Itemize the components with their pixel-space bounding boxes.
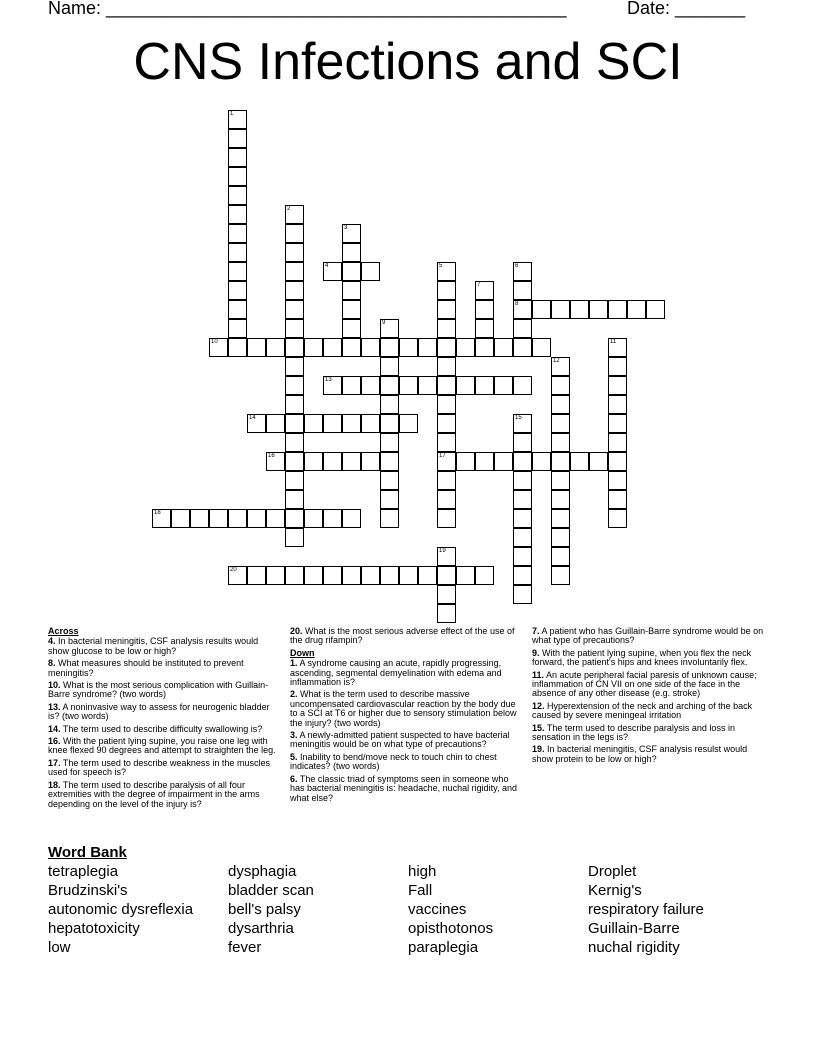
- crossword-cell[interactable]: [399, 414, 418, 433]
- word-bank-item: autonomic dysreflexia: [48, 901, 194, 918]
- clue-number: 20: [230, 567, 237, 573]
- crossword-cell[interactable]: [475, 319, 494, 338]
- word-bank-item: high: [408, 863, 437, 880]
- crossword-cell[interactable]: [380, 433, 399, 452]
- crossword-cell[interactable]: [228, 262, 247, 281]
- clue-item: [532, 745, 764, 764]
- crossword-cell[interactable]: [513, 262, 532, 281]
- crossword-cell[interactable]: [228, 319, 247, 338]
- crossword-cell[interactable]: [380, 471, 399, 490]
- crossword-cell[interactable]: [228, 110, 247, 129]
- clue-number-label: 15.: [532, 722, 545, 733]
- crossword-cell[interactable]: [266, 452, 285, 471]
- crossword-cell[interactable]: [589, 300, 608, 319]
- crossword-cell[interactable]: [285, 509, 304, 528]
- crossword-cell[interactable]: [304, 414, 323, 433]
- clue-number-label: 5.: [290, 751, 298, 762]
- clue-number: 13: [325, 377, 332, 383]
- clue-item: [532, 649, 764, 668]
- clue-text: What is the most serious adverse effect of the use of the drug rifampin?: [290, 626, 515, 646]
- clue-number: 2: [287, 206, 291, 212]
- word-bank-item: Brudzinski's: [48, 882, 128, 899]
- crossword-cell[interactable]: [209, 338, 228, 357]
- crossword-cell[interactable]: [570, 300, 589, 319]
- crossword-cell[interactable]: [437, 262, 456, 281]
- clues-column-3: [532, 627, 764, 767]
- crossword-cell[interactable]: [437, 414, 456, 433]
- clue-text: With the patient lying supine, you raise one leg with knee flexed 90 degrees and attempt to straighten the leg.: [48, 736, 276, 756]
- crossword-cell[interactable]: [399, 566, 418, 585]
- clue-number-label: 7.: [532, 626, 540, 636]
- crossword-cell[interactable]: [323, 414, 342, 433]
- word-bank-item: Fall: [408, 882, 433, 899]
- clue-number: 11: [610, 339, 617, 345]
- clue-item: [48, 781, 280, 809]
- crossword-cell[interactable]: [380, 414, 399, 433]
- clue-number-label: 19.: [532, 744, 545, 755]
- crossword-cell[interactable]: [399, 338, 418, 357]
- crossword-cell[interactable]: [418, 338, 437, 357]
- crossword-cell[interactable]: [304, 509, 323, 528]
- clue-number: 9: [382, 320, 386, 326]
- crossword-cell[interactable]: [608, 490, 627, 509]
- crossword-cell[interactable]: [266, 414, 285, 433]
- word-bank-item: dysphagia: [228, 863, 297, 880]
- crossword-cell[interactable]: [285, 300, 304, 319]
- crossword-cell[interactable]: [437, 471, 456, 490]
- crossword-cell[interactable]: [380, 357, 399, 376]
- clue-text: In bacterial meningitis, CSF analysis results would show glucose to be low or high?: [48, 636, 259, 656]
- crossword-cell[interactable]: [475, 566, 494, 585]
- crossword-cell[interactable]: [323, 566, 342, 585]
- crossword-cell[interactable]: [247, 414, 266, 433]
- crossword-cell[interactable]: [475, 376, 494, 395]
- crossword-cell[interactable]: [285, 262, 304, 281]
- crossword-cell[interactable]: [342, 319, 361, 338]
- crossword-cell[interactable]: [266, 509, 285, 528]
- clue-item: [290, 731, 522, 750]
- word-bank-column: [408, 862, 493, 957]
- crossword-cell[interactable]: [190, 509, 209, 528]
- word-bank-item: Droplet: [588, 863, 637, 880]
- crossword-cell[interactable]: [228, 148, 247, 167]
- clue-item: [290, 753, 522, 772]
- crossword-cell[interactable]: [475, 452, 494, 471]
- crossword-cell[interactable]: [551, 376, 570, 395]
- crossword-cell[interactable]: [418, 566, 437, 585]
- crossword-cell[interactable]: [513, 338, 532, 357]
- clue-text: The term used to describe paralysis and loss in sensation in the legs is?: [532, 722, 735, 743]
- crossword-cell[interactable]: [513, 528, 532, 547]
- clue-item: [48, 659, 280, 678]
- crossword-cell[interactable]: [228, 205, 247, 224]
- name-field-label: Name: ______________________________________________: [48, 0, 567, 18]
- clue-number-label: 2.: [290, 689, 298, 700]
- clue-text: In bacterial meningitis, CSF analysis resulst would show protein to be low or high?: [532, 744, 748, 764]
- crossword-cell[interactable]: [494, 338, 513, 357]
- word-bank-item: respiratory failure: [588, 901, 704, 918]
- crossword-cell[interactable]: [513, 300, 532, 319]
- crossword-cell[interactable]: [513, 471, 532, 490]
- crossword-cell[interactable]: [437, 566, 456, 585]
- crossword-cell[interactable]: [475, 281, 494, 300]
- crossword-cell[interactable]: [171, 509, 190, 528]
- crossword-cell[interactable]: [342, 566, 361, 585]
- crossword-cell[interactable]: [285, 414, 304, 433]
- word-bank-item: nuchal rigidity: [588, 939, 680, 956]
- crossword-cell[interactable]: [456, 566, 475, 585]
- crossword-cell[interactable]: [323, 452, 342, 471]
- clue-text: The term used to describe weakness in the muscles used for speech is?: [48, 757, 270, 778]
- crossword-cell[interactable]: [342, 262, 361, 281]
- crossword-cell[interactable]: [437, 376, 456, 395]
- crossword-cell[interactable]: [285, 224, 304, 243]
- crossword-cell[interactable]: [380, 395, 399, 414]
- crossword-cell[interactable]: [608, 433, 627, 452]
- crossword-cell[interactable]: [247, 566, 266, 585]
- clue-item: [290, 627, 522, 646]
- crossword-cell[interactable]: [228, 243, 247, 262]
- crossword-cell[interactable]: [513, 281, 532, 300]
- clue-text: What measures should be instituted to prevent meningitis?: [48, 658, 244, 678]
- word-bank-item: fever: [228, 939, 262, 956]
- crossword-cell[interactable]: [513, 566, 532, 585]
- clue-item: [48, 725, 280, 734]
- clue-number: 14: [249, 415, 256, 421]
- crossword-cell[interactable]: [323, 509, 342, 528]
- crossword-cell[interactable]: [608, 395, 627, 414]
- clue-number: 4: [325, 263, 329, 269]
- word-bank-item: hepatotoxicity: [48, 920, 140, 937]
- clue-number: 8: [515, 301, 519, 307]
- crossword-cell[interactable]: [399, 376, 418, 395]
- crossword-cell[interactable]: [323, 262, 342, 281]
- word-bank-title: Word Bank: [48, 844, 127, 861]
- crossword-cell[interactable]: [380, 566, 399, 585]
- clue-number: 18: [154, 510, 161, 516]
- clue-number-label: 9.: [532, 647, 540, 658]
- crossword-cell[interactable]: [437, 319, 456, 338]
- crossword-cell[interactable]: [285, 528, 304, 547]
- crossword-cell[interactable]: [494, 376, 513, 395]
- clue-text: The classic triad of symptoms seen in someone who has bacterial meningitis is: headache, nuchal rigidity, and what else?: [290, 773, 517, 803]
- crossword-cell[interactable]: [532, 338, 551, 357]
- crossword-cell[interactable]: [285, 566, 304, 585]
- crossword-cell[interactable]: [285, 471, 304, 490]
- crossword-cell[interactable]: [228, 167, 247, 186]
- word-bank-column: [588, 862, 704, 957]
- page-title: CNS Infections and SCI: [133, 33, 683, 91]
- crossword-cell[interactable]: [437, 547, 456, 566]
- crossword-cell[interactable]: [380, 490, 399, 509]
- crossword-cell[interactable]: [532, 452, 551, 471]
- clue-number: 10: [211, 339, 218, 345]
- clue-number-label: 20.: [290, 626, 303, 636]
- crossword-cell[interactable]: [304, 452, 323, 471]
- crossword-cell[interactable]: [361, 452, 380, 471]
- clue-number-label: 4.: [48, 636, 56, 647]
- word-bank-item: Guillain-Barre: [588, 920, 680, 937]
- crossword-cell[interactable]: [551, 300, 570, 319]
- crossword-cell[interactable]: [285, 319, 304, 338]
- crossword-cell[interactable]: [323, 376, 342, 395]
- clue-number-label: 13.: [48, 701, 61, 712]
- crossword-cell[interactable]: [228, 129, 247, 148]
- crossword-cell[interactable]: [228, 566, 247, 585]
- crossword-cell[interactable]: [342, 452, 361, 471]
- clue-number-label: 18.: [48, 779, 61, 790]
- crossword-cell[interactable]: [285, 281, 304, 300]
- crossword-cell[interactable]: [437, 509, 456, 528]
- crossword-cell[interactable]: [361, 414, 380, 433]
- crossword-cell[interactable]: [380, 319, 399, 338]
- crossword-cell[interactable]: [342, 376, 361, 395]
- word-bank-item: bladder scan: [228, 882, 314, 899]
- crossword-cell[interactable]: [361, 376, 380, 395]
- crossword-cell[interactable]: [380, 452, 399, 471]
- clues-column-2: [290, 627, 522, 806]
- clue-number: 15: [515, 415, 522, 421]
- crossword-cell[interactable]: [323, 338, 342, 357]
- crossword-cell[interactable]: [285, 433, 304, 452]
- word-bank-item: low: [48, 939, 71, 956]
- crossword-cell[interactable]: [551, 433, 570, 452]
- crossword-cell[interactable]: [380, 376, 399, 395]
- word-bank-column: [228, 862, 314, 957]
- crossword-cell[interactable]: [228, 224, 247, 243]
- clue-number-label: 16.: [48, 736, 61, 747]
- word-bank-item: bell's palsy: [228, 901, 301, 918]
- crossword-cell[interactable]: [437, 452, 456, 471]
- crossword-cell[interactable]: [608, 376, 627, 395]
- crossword-cell[interactable]: [342, 224, 361, 243]
- crossword-cell[interactable]: [361, 262, 380, 281]
- crossword-cell[interactable]: [209, 509, 228, 528]
- word-bank-item: opisthotonos: [408, 920, 494, 937]
- crossword-cell[interactable]: [627, 300, 646, 319]
- clue-number-label: 14.: [48, 723, 61, 734]
- clue-item: [290, 659, 522, 687]
- clue-number-label: 3.: [290, 730, 298, 741]
- crossword-cell[interactable]: [228, 338, 247, 357]
- crossword-cell[interactable]: [342, 300, 361, 319]
- crossword-cell[interactable]: [513, 376, 532, 395]
- clue-text: A noninvasive way to assess for neurogenic bladder is? (two words): [48, 701, 270, 722]
- crossword-cell[interactable]: [551, 414, 570, 433]
- clue-text: What is the term used to describe massive uncompensated cardiovascular reaction by the body due to a SCI at T6 or higher due to sensory stimulation below the injury? (two words): [290, 689, 517, 728]
- crossword-cell[interactable]: [342, 281, 361, 300]
- word-bank-item: vaccines: [408, 901, 467, 918]
- crossword-cell[interactable]: [551, 395, 570, 414]
- crossword-cell[interactable]: [551, 471, 570, 490]
- crossword-cell[interactable]: [551, 357, 570, 376]
- crossword-cell[interactable]: [437, 300, 456, 319]
- clue-text: An acute peripheral facial paresis of unknown cause; inflammation of CN VII on one side of the face in the absence of any other disease (e.g. stroke): [532, 669, 757, 699]
- crossword-cell[interactable]: [589, 452, 608, 471]
- crossword-cell[interactable]: [285, 376, 304, 395]
- clue-item: [532, 627, 764, 646]
- crossword-cell[interactable]: [475, 338, 494, 357]
- crossword-cell[interactable]: [456, 376, 475, 395]
- crossword-cell[interactable]: [152, 509, 171, 528]
- crossword-cell[interactable]: [513, 585, 532, 604]
- crossword-cell[interactable]: [228, 509, 247, 528]
- crossword-cell[interactable]: [437, 281, 456, 300]
- clue-item: [48, 703, 280, 722]
- clue-number: 5: [439, 263, 443, 269]
- clue-number: 17: [439, 453, 446, 459]
- clue-number: 1: [230, 111, 234, 117]
- crossword-cell[interactable]: [361, 338, 380, 357]
- clue-number-label: 11.: [532, 669, 545, 680]
- clue-text: What is the most serious complication with Guillain-Barre syndrome? (two words): [48, 680, 269, 700]
- crossword-cell[interactable]: [437, 357, 456, 376]
- clue-item: [290, 775, 522, 803]
- crossword-cell[interactable]: [513, 414, 532, 433]
- clue-item: [532, 671, 764, 699]
- crossword-cell[interactable]: [513, 452, 532, 471]
- clue-item: [48, 637, 280, 656]
- crossword-cell[interactable]: [285, 452, 304, 471]
- crossword-cell[interactable]: [513, 509, 532, 528]
- crossword-cell[interactable]: [342, 414, 361, 433]
- crossword-cell[interactable]: [513, 433, 532, 452]
- crossword-cell[interactable]: [342, 509, 361, 528]
- down-heading: Down: [290, 647, 315, 658]
- crossword-cell[interactable]: [551, 452, 570, 471]
- crossword-cell[interactable]: [228, 281, 247, 300]
- clues-column-1: [48, 627, 280, 812]
- across-heading: Across: [48, 626, 79, 636]
- word-bank-item: tetraplegia: [48, 863, 119, 880]
- clue-text: A newly-admitted patient suspected to have bacterial meningitis would be on what type of precautions?: [290, 730, 510, 750]
- crossword-cell[interactable]: [551, 509, 570, 528]
- clue-number-label: 6.: [290, 773, 298, 784]
- crossword-cell[interactable]: [437, 395, 456, 414]
- crossword-cell[interactable]: [456, 452, 475, 471]
- word-bank-column: [48, 862, 193, 957]
- crossword-cell[interactable]: [437, 433, 456, 452]
- clue-number: 7: [477, 282, 481, 288]
- crossword-cell[interactable]: [285, 490, 304, 509]
- clue-number-label: 8.: [48, 658, 56, 669]
- clue-item: [48, 681, 280, 700]
- clue-item: [532, 724, 764, 743]
- crossword-cell[interactable]: [551, 547, 570, 566]
- crossword-cell[interactable]: [342, 338, 361, 357]
- crossword-cell[interactable]: [285, 243, 304, 262]
- word-bank-item: dysarthria: [228, 920, 294, 937]
- clue-number-label: 12.: [532, 700, 545, 711]
- crossword-cell[interactable]: [247, 338, 266, 357]
- crossword-cell[interactable]: [513, 319, 532, 338]
- clue-number: 6: [515, 263, 519, 269]
- crossword-cell[interactable]: [304, 566, 323, 585]
- crossword-cell[interactable]: [228, 186, 247, 205]
- crossword-cell[interactable]: [494, 452, 513, 471]
- crossword-cell[interactable]: [608, 509, 627, 528]
- clue-number: 16: [268, 453, 275, 459]
- crossword-cell[interactable]: [285, 357, 304, 376]
- crossword-cell[interactable]: [437, 490, 456, 509]
- clue-number-label: 17.: [48, 757, 61, 768]
- crossword-cell[interactable]: [228, 300, 247, 319]
- crossword-cell[interactable]: [380, 509, 399, 528]
- clue-text: Hyperextension of the neck and arching of the back caused by severe meningeal irritation: [532, 700, 753, 721]
- crossword-cell[interactable]: [437, 338, 456, 357]
- crossword-cell[interactable]: [456, 338, 475, 357]
- crossword-cell[interactable]: [513, 547, 532, 566]
- crossword-cell[interactable]: [608, 357, 627, 376]
- clue-text: A syndrome causing an acute, rapidly progressing, ascending, segmental demyelination with edema and inflammation is?: [290, 658, 502, 688]
- clue-item: [532, 702, 764, 721]
- word-bank-item: paraplegia: [408, 939, 479, 956]
- clue-text: With the patient lying supine, when you flex the neck forward, the patient's hips and knees involuntarily flex.: [532, 647, 752, 668]
- clue-text: The term used to describe paralysis of all four extremities with the degree of impairment in the arms depending on the level of the injury is?: [48, 779, 260, 809]
- word-bank-item: Kernig's: [588, 882, 642, 899]
- crossword-cell[interactable]: [646, 300, 665, 319]
- clue-text: Inability to bend/move neck to touch chin to chest indicates? (two words): [290, 751, 497, 772]
- crossword-cell[interactable]: [380, 338, 399, 357]
- crossword-cell[interactable]: [608, 452, 627, 471]
- crossword-cell[interactable]: [551, 566, 570, 585]
- crossword-cell[interactable]: [608, 414, 627, 433]
- clue-number: 12: [553, 358, 560, 364]
- clue-item: [290, 690, 522, 728]
- clue-text: The term used to describe difficulty swallowing is?: [60, 723, 263, 734]
- crossword-cell[interactable]: [532, 300, 551, 319]
- crossword-cell[interactable]: [342, 243, 361, 262]
- clue-item: [48, 737, 280, 756]
- clue-text: A patient who has Guillain-Barre syndrome would be on what type of precautions?: [532, 626, 764, 646]
- clue-number: 19: [439, 548, 446, 554]
- crossword-cell[interactable]: [304, 338, 323, 357]
- crossword-cell[interactable]: [551, 490, 570, 509]
- clue-item: [48, 759, 280, 778]
- date-field-label: Date: _______: [627, 0, 746, 18]
- crossword-cell[interactable]: [285, 395, 304, 414]
- clue-number-label: 10.: [48, 680, 61, 691]
- crossword-cell[interactable]: [247, 509, 266, 528]
- crossword-cell[interactable]: [266, 566, 285, 585]
- crossword-cell[interactable]: [608, 471, 627, 490]
- crossword-cell[interactable]: [418, 376, 437, 395]
- clue-number: 3: [344, 225, 348, 231]
- crossword-cell[interactable]: [570, 452, 589, 471]
- crossword-cell[interactable]: [361, 566, 380, 585]
- crossword-cell[interactable]: [437, 604, 456, 623]
- clue-number-label: 1.: [290, 658, 298, 669]
- crossword-cell[interactable]: [437, 585, 456, 604]
- crossword-cell[interactable]: [475, 300, 494, 319]
- crossword-cell[interactable]: [551, 528, 570, 547]
- crossword-cell[interactable]: [285, 205, 304, 224]
- crossword-cell[interactable]: [513, 490, 532, 509]
- crossword-cell[interactable]: [608, 338, 627, 357]
- crossword-cell[interactable]: [608, 300, 627, 319]
- crossword-cell[interactable]: [266, 338, 285, 357]
- crossword-cell[interactable]: [285, 338, 304, 357]
